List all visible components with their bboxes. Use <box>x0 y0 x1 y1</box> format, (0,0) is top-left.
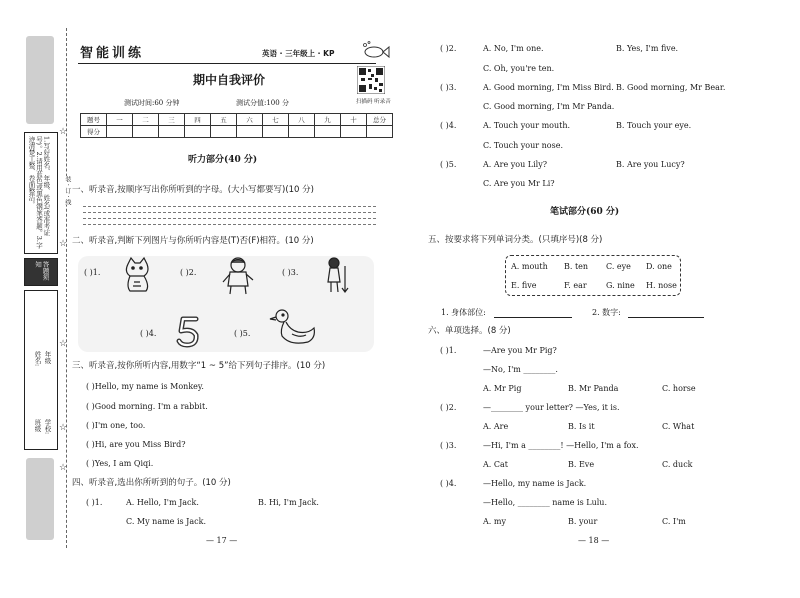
page-number-right: — 18 — <box>578 536 610 545</box>
header-rule <box>78 63 376 64</box>
qr-code-icon <box>357 66 385 94</box>
school-label: 学校: <box>43 419 52 435</box>
q4-item-2-number[interactable]: ( )2. <box>440 44 457 53</box>
q4-item-4-option-b: B. Touch your eye. <box>616 121 692 130</box>
q4-item-4-option-a: A. Touch your mouth. <box>483 121 571 130</box>
q4-item-3-option-a: A. Good morning, I'm Miss Bird. <box>483 83 614 92</box>
fish-icon <box>360 40 390 62</box>
question-6-heading: 六、单项选择。(8 分) <box>428 326 511 336</box>
category-numbers: 2. 数字: <box>592 308 621 317</box>
q6-item-1-option-c: C. horse <box>662 384 696 393</box>
brand-title: 智能训练 <box>80 46 145 61</box>
q4-item-3-number[interactable]: ( )3. <box>440 83 457 92</box>
star-icon: ☆ <box>59 339 68 349</box>
duck-picture <box>268 308 318 350</box>
picture-item-2[interactable]: ( )2. <box>180 268 197 277</box>
q6-item-2-number[interactable]: ( )2. <box>440 403 457 412</box>
score-table <box>80 113 393 138</box>
score-cell[interactable] <box>159 126 185 138</box>
name-label: 姓名: <box>33 351 42 367</box>
q6-item-4-number[interactable]: ( )4. <box>440 479 457 488</box>
question-4-heading: 四、听录音,选出你所听到的句子。(10 分) <box>72 478 231 488</box>
word-option: C. eye <box>606 262 631 271</box>
question-5-heading: 五、按要求将下列单词分类。(只填序号)(8 分) <box>428 235 603 245</box>
col-header: 八 <box>289 114 315 126</box>
q4-item-1-option-a: A. Hello, I'm Jack. <box>126 498 199 507</box>
category-body-parts: 1. 身体部位: <box>441 308 486 317</box>
col-header: 一 <box>107 114 133 126</box>
written-heading: 笔试部分(60 分) <box>550 207 620 217</box>
q4-item-5-option-a: A. Are you Lily? <box>483 160 548 169</box>
q4-item-3-option-b: B. Good morning, Mr Bear. <box>616 83 726 92</box>
sort-item-3[interactable]: ( )I'm one, too. <box>86 421 146 430</box>
score-table-label: 得分 <box>81 126 107 138</box>
score-cell[interactable] <box>315 126 341 138</box>
q6-item-4-option-c: C. I'm <box>662 517 686 526</box>
picture-item-4[interactable]: ( )4. <box>140 329 157 338</box>
word-option: D. one <box>646 262 672 271</box>
cut-line-text: 装 · 订 · 线 <box>63 176 71 206</box>
listening-heading: 听力部分(40 分) <box>188 155 258 165</box>
score-table-score-row <box>81 126 393 138</box>
score-cell[interactable] <box>263 126 289 138</box>
score-cell[interactable] <box>185 126 211 138</box>
score-cell[interactable] <box>367 126 393 138</box>
question-3-heading: 三、听录音,按你所听内容,用数字“1 ~ 5”给下列句子排序。(10 分) <box>72 361 326 371</box>
star-icon: ☆ <box>59 239 68 249</box>
q4-item-4-number[interactable]: ( )4. <box>440 121 457 130</box>
answer-line[interactable] <box>83 218 376 219</box>
q6-item-3-number[interactable]: ( )3. <box>440 441 457 450</box>
q4-item-5-option-c: C. Are you Mr Li? <box>483 179 555 188</box>
col-header: 六 <box>237 114 263 126</box>
col-header: 总分 <box>367 114 393 126</box>
q4-item-5-number[interactable]: ( )5. <box>440 160 457 169</box>
grade-label: 年级 <box>43 351 52 364</box>
cat-picture <box>120 256 154 294</box>
col-header: 五 <box>211 114 237 126</box>
test-score: 测试分值:100 分 <box>236 99 289 107</box>
q6-item-2-line1: —________ your letter? —Yes, it is. <box>483 403 620 412</box>
q6-item-1-option-b: B. Mr Panda <box>568 384 619 393</box>
strip-block-top <box>26 36 54 124</box>
q6-item-4-option-a: A. my <box>483 517 506 526</box>
q6-item-3-option-b: B. Eve <box>568 460 595 469</box>
question-1-heading: 一、听录音,按顺序写出你所听到的字母。(大小写都要写)(10 分) <box>72 185 314 195</box>
answer-line[interactable] <box>83 206 376 207</box>
word-option: H. nose <box>646 281 677 290</box>
q6-item-3-option-a: A. Cat <box>483 460 508 469</box>
q4-item-2-option-a: A. No, I'm one. <box>483 44 544 53</box>
q4-item-2-option-c: C. Oh, you're ten. <box>483 64 555 73</box>
number-five-picture <box>176 316 202 348</box>
boy-picture <box>218 256 258 296</box>
score-cell[interactable] <box>237 126 263 138</box>
instructions-tag: 答题须知 <box>24 258 58 286</box>
col-header: 二 <box>133 114 159 126</box>
col-header: 三 <box>159 114 185 126</box>
q6-item-4-line2: —Hello, ________ name is Lulu. <box>483 498 607 507</box>
score-table-label: 题号 <box>81 114 107 126</box>
student-info-box <box>24 290 58 450</box>
word-option: A. mouth <box>511 262 548 271</box>
picture-item-3[interactable]: ( )3. <box>282 268 299 277</box>
sort-item-5[interactable]: ( )Yes, I am Qiqi. <box>86 459 154 468</box>
q4-item-4-option-c: C. Touch your nose. <box>483 141 563 150</box>
picture-item-5[interactable]: ( )5. <box>234 329 251 338</box>
instructions-box <box>24 132 58 254</box>
q6-item-1-line1: —Are you Mr Pig? <box>483 346 557 355</box>
q6-item-4-option-b: B. your <box>568 517 598 526</box>
star-icon: ☆ <box>59 127 68 137</box>
q4-item-2-option-b: B. Yes, I'm five. <box>616 44 679 53</box>
category-body-parts-blank[interactable] <box>494 317 572 318</box>
exam-title: 期中自我评价 <box>193 73 266 87</box>
answer-line[interactable] <box>83 212 376 213</box>
question-2-heading: 二、听录音,判断下列图片与你所听内容是(T)否(F)相符。(10 分) <box>72 236 314 246</box>
score-cell[interactable] <box>107 126 133 138</box>
q4-item-5-option-b: B. Are you Lucy? <box>616 160 685 169</box>
star-icon: ☆ <box>59 423 68 433</box>
word-option: B. ten <box>564 262 589 271</box>
sort-item-2[interactable]: ( )Good morning. I'm a rabbit. <box>86 402 208 411</box>
q4-item-1-option-c: C. My name is Jack. <box>126 517 207 526</box>
score-cell[interactable] <box>289 126 315 138</box>
q6-item-2-option-a: A. Are <box>483 422 509 431</box>
q6-item-1-option-a: A. Mr Pig <box>483 384 522 393</box>
sort-item-4[interactable]: ( )Hi, are you Miss Bird? <box>86 440 186 449</box>
col-header: 十 <box>341 114 367 126</box>
word-option: E. five <box>511 281 537 290</box>
col-header: 四 <box>185 114 211 126</box>
class-label: 班级 <box>33 419 42 432</box>
col-header: 九 <box>315 114 341 126</box>
q6-item-2-option-c: C. What <box>662 422 695 431</box>
q6-item-3-line1: —Hi, I'm a ________! —Hello, I'm a fox. <box>483 441 639 450</box>
score-table-header-row <box>81 114 393 126</box>
q4-item-1-option-b: B. Hi, I'm Jack. <box>258 498 319 507</box>
score-cell[interactable] <box>211 126 237 138</box>
word-option: F. ear <box>564 281 587 290</box>
q6-item-4-line1: —Hello, my name is Jack. <box>483 479 587 488</box>
q6-item-2-option-b: B. Is it <box>568 422 595 431</box>
score-cell[interactable] <box>341 126 367 138</box>
answer-line[interactable] <box>83 224 376 225</box>
q4-item-3-option-c: C. Good morning, I'm Mr Panda. <box>483 102 615 111</box>
q6-item-1-line2: —No, I'm ________. <box>483 365 558 374</box>
strip-block-bottom <box>26 458 54 540</box>
girl-picture <box>322 256 352 296</box>
q4-item-1-number[interactable]: ( )1. <box>86 498 103 507</box>
category-numbers-blank[interactable] <box>628 317 704 318</box>
page-number-left: — 17 — <box>206 536 238 545</box>
subject-label: 英语 · 三年级上 · KP <box>262 49 335 58</box>
picture-item-1[interactable]: ( )1. <box>84 268 101 277</box>
instructions-note: 1.写好姓名、年级、姓名(或准考证号)。2.请用蓝色或黑色钢笔答题。3.字迹清楚工整、卷面整洁。 <box>27 136 51 249</box>
qr-caption: 扫描码 听录音 <box>356 99 391 105</box>
star-icon: ☆ <box>59 463 68 473</box>
test-time: 测试时间:60 分钟 <box>124 99 180 107</box>
q6-item-3-option-c: C. duck <box>662 460 693 469</box>
sort-item-1[interactable]: ( )Hello, my name is Monkey. <box>86 382 204 391</box>
score-cell[interactable] <box>133 126 159 138</box>
word-option: G. nine <box>606 281 635 290</box>
col-header: 七 <box>263 114 289 126</box>
q6-item-1-number[interactable]: ( )1. <box>440 346 457 355</box>
